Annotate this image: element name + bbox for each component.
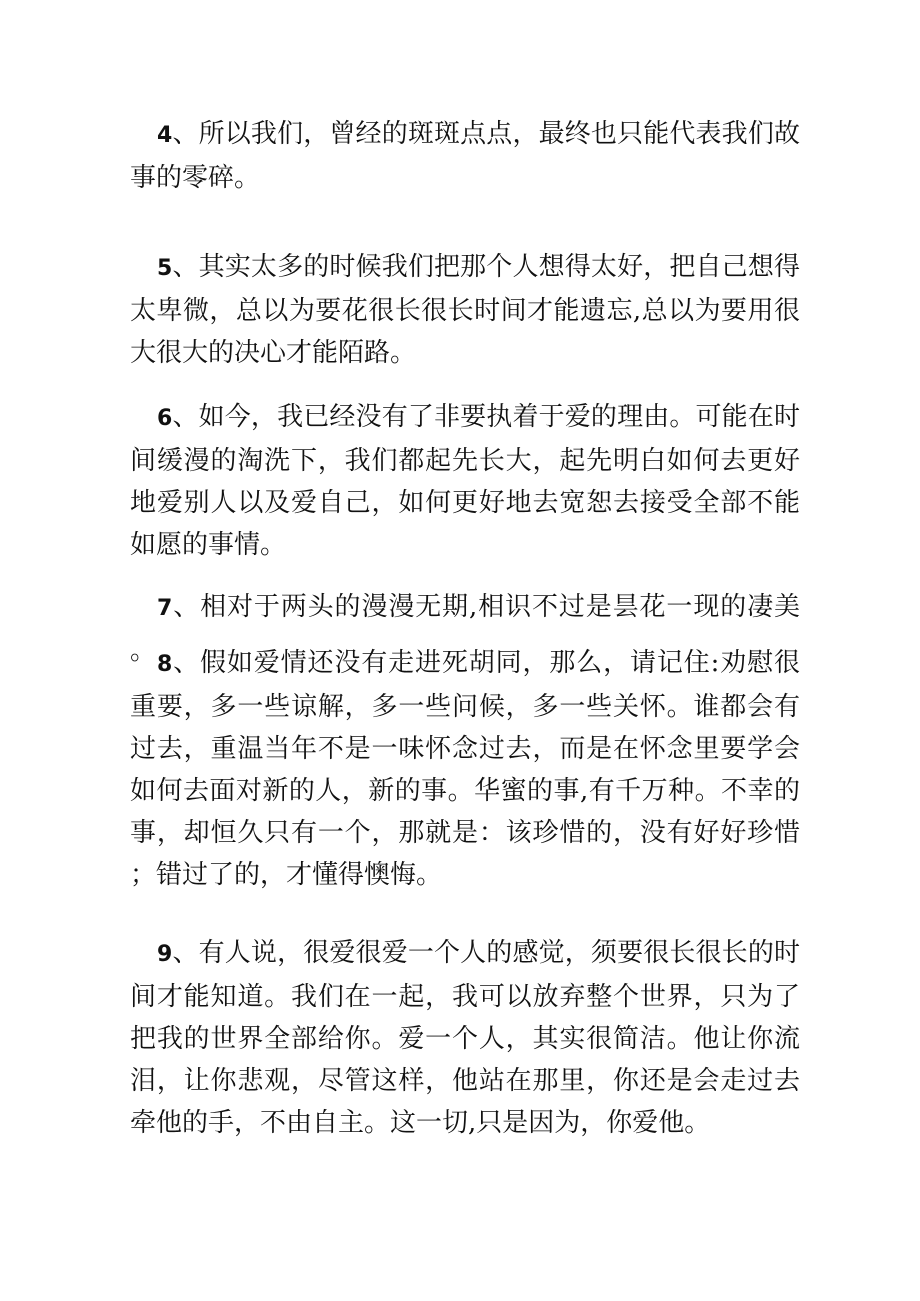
paragraph-9: [130, 932, 800, 1144]
paragraph-6: [130, 396, 800, 566]
paragraph-text: 、如今，我已经没有了非要执着于爱的理由。可能在时间缓漫的淘洗下，我们都起先长大，起先明白如何去更好地爱别人以及爱自己，如何更好地去宽恕去接受全部不能如愿的事情。: [130, 402, 800, 560]
paragraph-number: 9: [157, 942, 173, 967]
paragraph-number: 5: [157, 256, 173, 281]
paragraph-text: 、相对于两头的漫漫无期,相识不过是昙花一现的凄美。: [130, 592, 800, 666]
paragraph-number: 4: [157, 123, 173, 148]
paragraph-8: [130, 642, 800, 896]
paragraph-5: [130, 246, 800, 374]
paragraph-text: 、其实太多的时候我们把那个人想得太好，把自己想得太卑微，总以为要花很长很长时间才能遗忘,总以为要用很大很大的决心才能陌路。: [130, 252, 800, 368]
paragraph-number: 7: [157, 596, 173, 621]
paragraph-number: 8: [157, 652, 173, 677]
paragraph-number: 6: [157, 406, 173, 431]
paragraph-4: [130, 113, 800, 199]
paragraph-text: 、所以我们，曾经的斑斑点点，最终也只能代表我们故事的零碎。: [130, 119, 800, 193]
paragraph-text: 、有人说，很爱很爱一个人的感觉，须要很长很长的时间才能知道。我们在一起，我可以放弃整个世界，只为了把我的世界全部给你。爱一个人，其实很简洁。他让你流泪，让你悲观，尽管这样，他站在那里，你还是会走过去牵他的手，不由自主。这一切,只是因为，你爱他。: [130, 938, 800, 1138]
paragraph-text: 、假如爱情还没有走进死胡同，那么，请记住:劝慰很重要，多一些谅解，多一些问候，多一些关怀。谁都会有过去，重温当年不是一味怀念过去，而是在怀念里要学会如何去面对新的人，新的事。华蜜的事,有千万种。不幸的事，却恒久只有一个，那就是：该珍惜的，没有好好珍惜；错过了的，才懂得懊悔。: [130, 648, 800, 890]
